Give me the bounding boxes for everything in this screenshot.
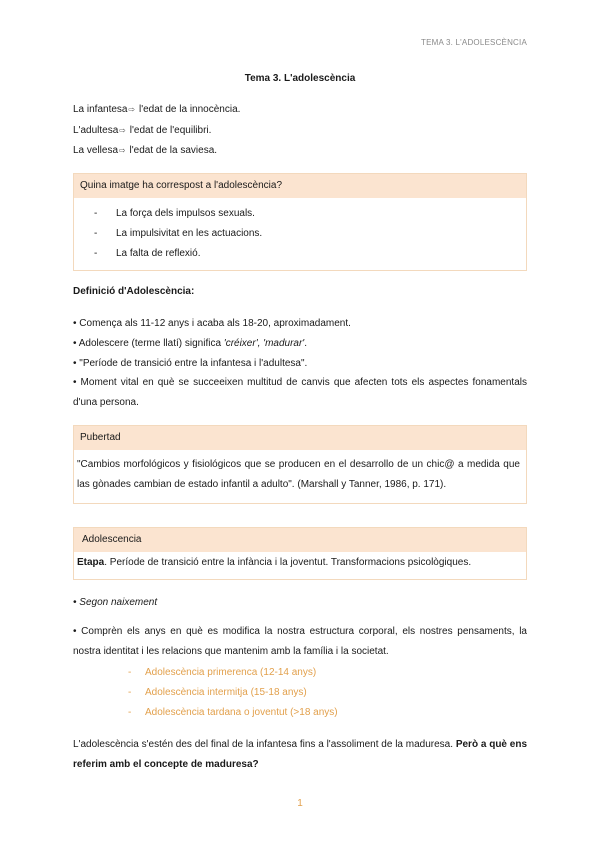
stage-item: - Adolescència primerenca (12-14 anys) (128, 667, 317, 678)
compren-paragraph: • Comprèn els anys en què es modifica la nostra estructura corporal, els nostres pensaments, la nostra identitat i les relacions que mantenim amb la família i la societat. (73, 626, 527, 657)
definition-bullet: • Moment vital en què se succeeixen multitud de canvis que afecten tots els aspectes fonamentals d'una persona. (73, 377, 527, 408)
age-desc: l'edat de la saviesa. (129, 145, 218, 156)
pubertad-box (73, 425, 527, 504)
definition-bullet: • "Període de transició entre la infantesa i l'adultesa". (73, 358, 308, 369)
age-line-adultesa (73, 125, 211, 136)
list-item: - La força dels impulsos sexuals. (94, 208, 255, 219)
age-line-vellesa (73, 145, 217, 156)
box-heading: Pubertad (74, 426, 526, 450)
age-desc: l'edat de la innocència. (138, 104, 241, 115)
image-question-box (73, 173, 527, 271)
arrow-right-icon: ⇨ (128, 105, 136, 114)
adolescencia-box (73, 527, 527, 580)
definition-heading: Definició d'Adolescència: (73, 286, 195, 297)
page-title: Tema 3. L'adolescència (244, 73, 356, 84)
age-stage: La infantesa (73, 104, 128, 115)
list-item: - La falta de reflexió. (94, 248, 201, 259)
age-stage: L'adultesa (73, 125, 119, 136)
adolescencia-definition: Etapa. Període de transició entre la infància i la joventut. Transformacions psicològiques. (77, 557, 472, 568)
segon-naixement: • Segon naixement (73, 597, 158, 608)
running-header: TEMA 3. L'ADOLESCÈNCIA (421, 38, 527, 47)
pubertad-definition: "Cambios morfológicos y fisiológicos que se producen en el desarrollo de un chic@ a medida que las gònades cambian de estado infantil a adulto". (Marshall y Tanner, 1986, p. 171). (77, 459, 520, 490)
arrow-right-icon: ⇨ (119, 146, 126, 155)
age-line-infantesa (73, 104, 240, 115)
closing-paragraph: L'adolescència s'estén des del final de la infantesa fins a l'assoliment de la maduresa. Però a què ens referim amb el concepte de maduresa? (73, 739, 528, 770)
list-item: - La impulsivitat en les actuacions. (94, 228, 263, 239)
stage-item: - Adolescència tardana o joventut (>18 anys) (128, 707, 338, 718)
definition-bullet: • Comença als 11-12 anys i acaba als 18-20, aproximadament. (73, 318, 351, 329)
definition-bullet: • Adolescere (terme llatí) significa 'créixer', 'madurar'. (73, 338, 307, 349)
page-number: 1 (297, 798, 303, 809)
stage-item: - Adolescència intermitja (15-18 anys) (128, 687, 307, 698)
age-stage: La vellesa (73, 145, 119, 156)
box-heading: Quina imatge ha correspost a l'adolescència? (74, 174, 526, 198)
box-heading: Adolescencia (74, 528, 526, 552)
arrow-right-icon: ⇨ (119, 126, 126, 135)
age-desc: l'edat de l'equilibri. (129, 125, 212, 136)
